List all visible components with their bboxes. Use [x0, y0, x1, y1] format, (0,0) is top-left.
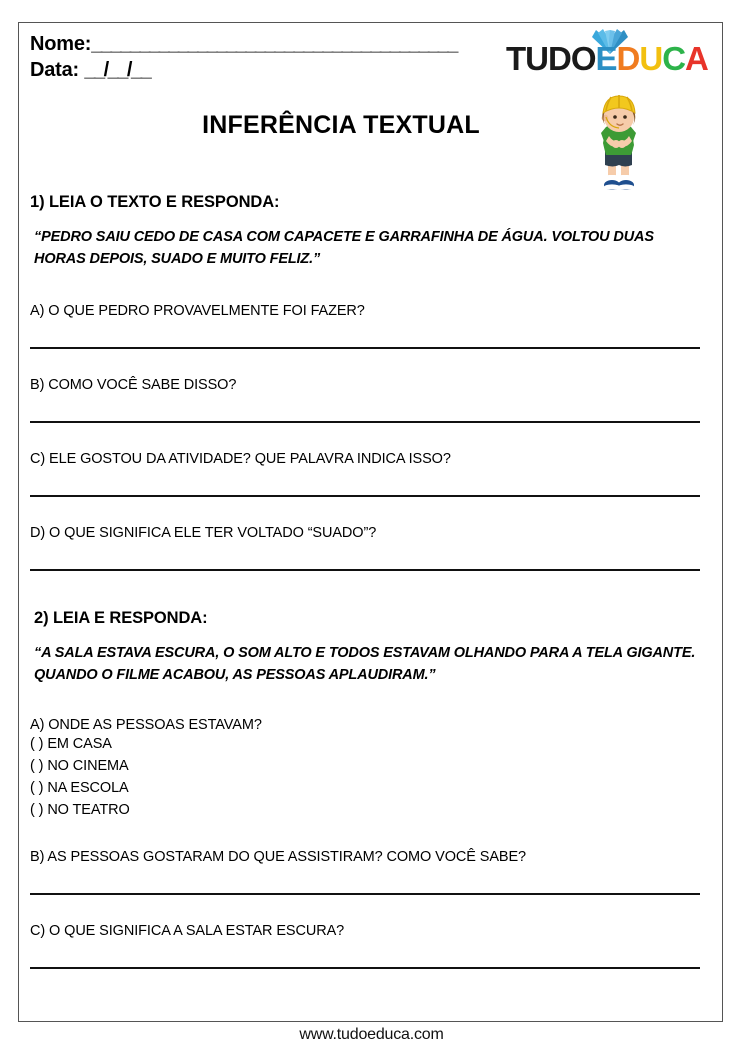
question-1b: B) COMO VOCÊ SABE DISSO?: [30, 376, 237, 393]
section-2-heading: 2) LEIA E RESPONDA:: [34, 608, 208, 627]
question-1d: D) O QUE SIGNIFICA ELE TER VOLTADO “SUADO”?: [30, 524, 377, 541]
logo-text-d: D: [616, 40, 640, 77]
title-band: [30, 105, 712, 197]
question-1c: C) ELE GOSTOU DA ATIVIDADE? QUE PALAVRA INDICA ISSO?: [30, 450, 451, 467]
question-2c: C) O QUE SIGNIFICA A SALA ESTAR ESCURA?: [30, 923, 345, 939]
name-label: Nome:: [30, 33, 92, 55]
question-1a: A) O QUE PEDRO PROVAVELMENTE FOI FAZER?: [30, 302, 365, 319]
answer-line-1a[interactable]: [30, 347, 700, 349]
section-2: [30, 609, 712, 969]
answer-line-1c[interactable]: [30, 495, 700, 497]
option-2a-2[interactable]: ( ) NO CINEMA: [30, 757, 129, 774]
brand-logo: [506, 30, 716, 86]
name-fill-line: ______________________________________: [91, 33, 457, 55]
answer-line-1b[interactable]: [30, 421, 700, 423]
option-2a-4[interactable]: ( ) NO TEATRO: [30, 801, 130, 818]
logo-wordmark: [506, 42, 708, 75]
question-2a: A) ONDE AS PESSOAS ESTAVAM?: [30, 716, 262, 733]
answer-line-2b[interactable]: [30, 893, 700, 895]
logo-text-e: E: [595, 40, 617, 77]
date-label: Data:: [30, 59, 80, 81]
logo-text-c: C: [662, 40, 686, 77]
boy-with-helmet-illustration: [586, 89, 650, 193]
site-footer: www.tudoeduca.com: [299, 1026, 444, 1043]
section-2-passage: “A SALA ESTAVA ESCURA, O SOM ALTO E TODOS ESTAVAM OLHANDO PARA A TELA GIGANTE. QUANDO O FILME ACABOU, AS PESSOAS APLAUDIRAM.”: [34, 644, 696, 684]
option-2a-1[interactable]: ( ) EM CASA: [30, 735, 112, 752]
worksheet-content: [30, 30, 712, 1015]
question-2b: B) AS PESSOAS GOSTARAM DO QUE ASSISTIRAM? COMO VOCÊ SABE?: [30, 849, 527, 865]
section-1-passage: “PEDRO SAIU CEDO DE CASA COM CAPACETE E GARRAFINHA DE ÁGUA. VOLTOU DUAS HORAS DEPOIS, SUADO E MUITO FELIZ.”: [34, 229, 654, 268]
logo-text-tudo: TUDO: [506, 40, 596, 77]
answer-line-2c[interactable]: [30, 967, 700, 969]
section-1: [30, 193, 712, 571]
page-title: INFERÊNCIA TEXTUAL: [202, 111, 480, 139]
answer-line-1d[interactable]: [30, 569, 700, 571]
logo-text-u: U: [639, 40, 663, 77]
option-2a-3[interactable]: ( ) NA ESCOLA: [30, 779, 129, 796]
logo-text-a: A: [685, 40, 708, 77]
section-1-heading: 1) LEIA O TEXTO E RESPONDA:: [30, 193, 280, 211]
date-fill-line: __/__/__: [84, 59, 151, 81]
